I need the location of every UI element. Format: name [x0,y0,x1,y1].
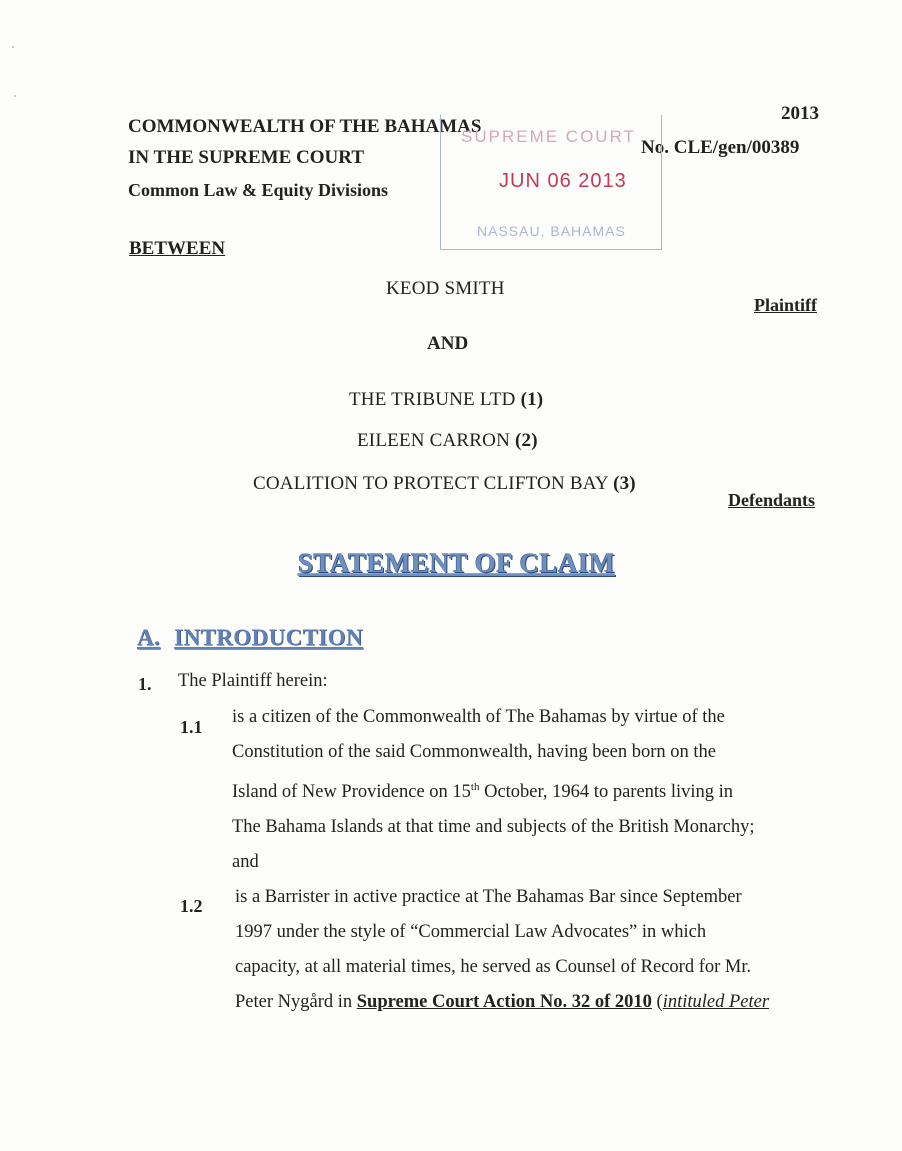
text-line [235,985,769,1020]
scan-speck [12,46,14,48]
stamp-court-text: SUPREME COURT [461,127,636,146]
stamp-date: JUN 06 2013 [499,170,627,192]
defendant-1 [349,389,543,411]
text-line [232,770,755,810]
between-label: BETWEEN [129,238,226,259]
text-line: and [232,852,259,873]
defendant-2-name: EILEEN CARRON [357,430,511,451]
defendants-role: Defendants [728,490,816,510]
text-span: Island of New Providence on 15 [232,782,471,803]
text-line: is a Barrister in active practice at The Bahamas Bar since September [235,887,742,907]
case-year: 2013 [781,103,819,124]
text-line: is a citizen of the Commonwealth of The Bahamas by virtue of the [232,707,725,727]
intituled-text: intituled Peter [662,992,770,1012]
section-letter: A. [137,625,161,650]
court-name: IN THE SUPREME COURT [128,147,364,168]
text-line: 1997 under the style of “Commercial Law Advocates” in which [235,922,707,942]
plaintiff-name: KEOD SMITH [386,278,505,299]
defendant-3 [253,473,636,495]
action-reference: Supreme Court Action No. 32 of 2010 [356,992,652,1012]
text-span: Peter Nygård in [235,992,357,1012]
document-title: STATEMENT OF CLAIM [298,548,616,578]
defendant-2-number: (2) [514,430,538,451]
text-line: capacity, at all material times, he served as Counsel of Record for Mr. [235,957,752,977]
defendant-3-number: (3) [613,473,636,494]
text-line: The Bahama Islands at that time and subjects of the British Monarchy; [232,817,755,838]
ordinal-suffix: th [470,781,480,793]
paragraph-1-1-number: 1.1 [180,717,203,737]
and-label: AND [427,333,469,354]
section-heading [137,625,363,651]
text-span: October, 1964 to parents living in [479,782,734,803]
defendant-1-number: (1) [520,389,544,410]
paragraph-1-text: The Plaintiff herein: [178,671,328,691]
paragraph-1-2-text [235,880,769,1020]
defendant-2 [357,430,538,452]
section-label: INTRODUCTION [174,625,363,650]
court-jurisdiction: COMMONWEALTH OF THE BAHAMAS [128,116,482,137]
stamp-location: NASSAU, BAHAMAS [477,223,626,239]
text-span: ( [651,992,663,1012]
case-number: No. CLE/gen/00389 [641,137,800,158]
defendant-1-name: THE TRIBUNE LTD [349,389,516,410]
court-filing-stamp [440,115,662,250]
paragraph-1-number: 1. [138,674,152,694]
plaintiff-role: Plaintiff [754,295,817,315]
paragraph-1-2-number: 1.2 [180,896,203,916]
paragraph-1-1-text [232,700,755,880]
text-line: Constitution of the said Commonwealth, having been born on the [232,742,717,762]
defendant-3-name: COALITION TO PROTECT CLIFTON BAY [253,473,609,494]
court-division: Common Law & Equity Divisions [128,180,389,200]
scan-speck [14,95,16,97]
